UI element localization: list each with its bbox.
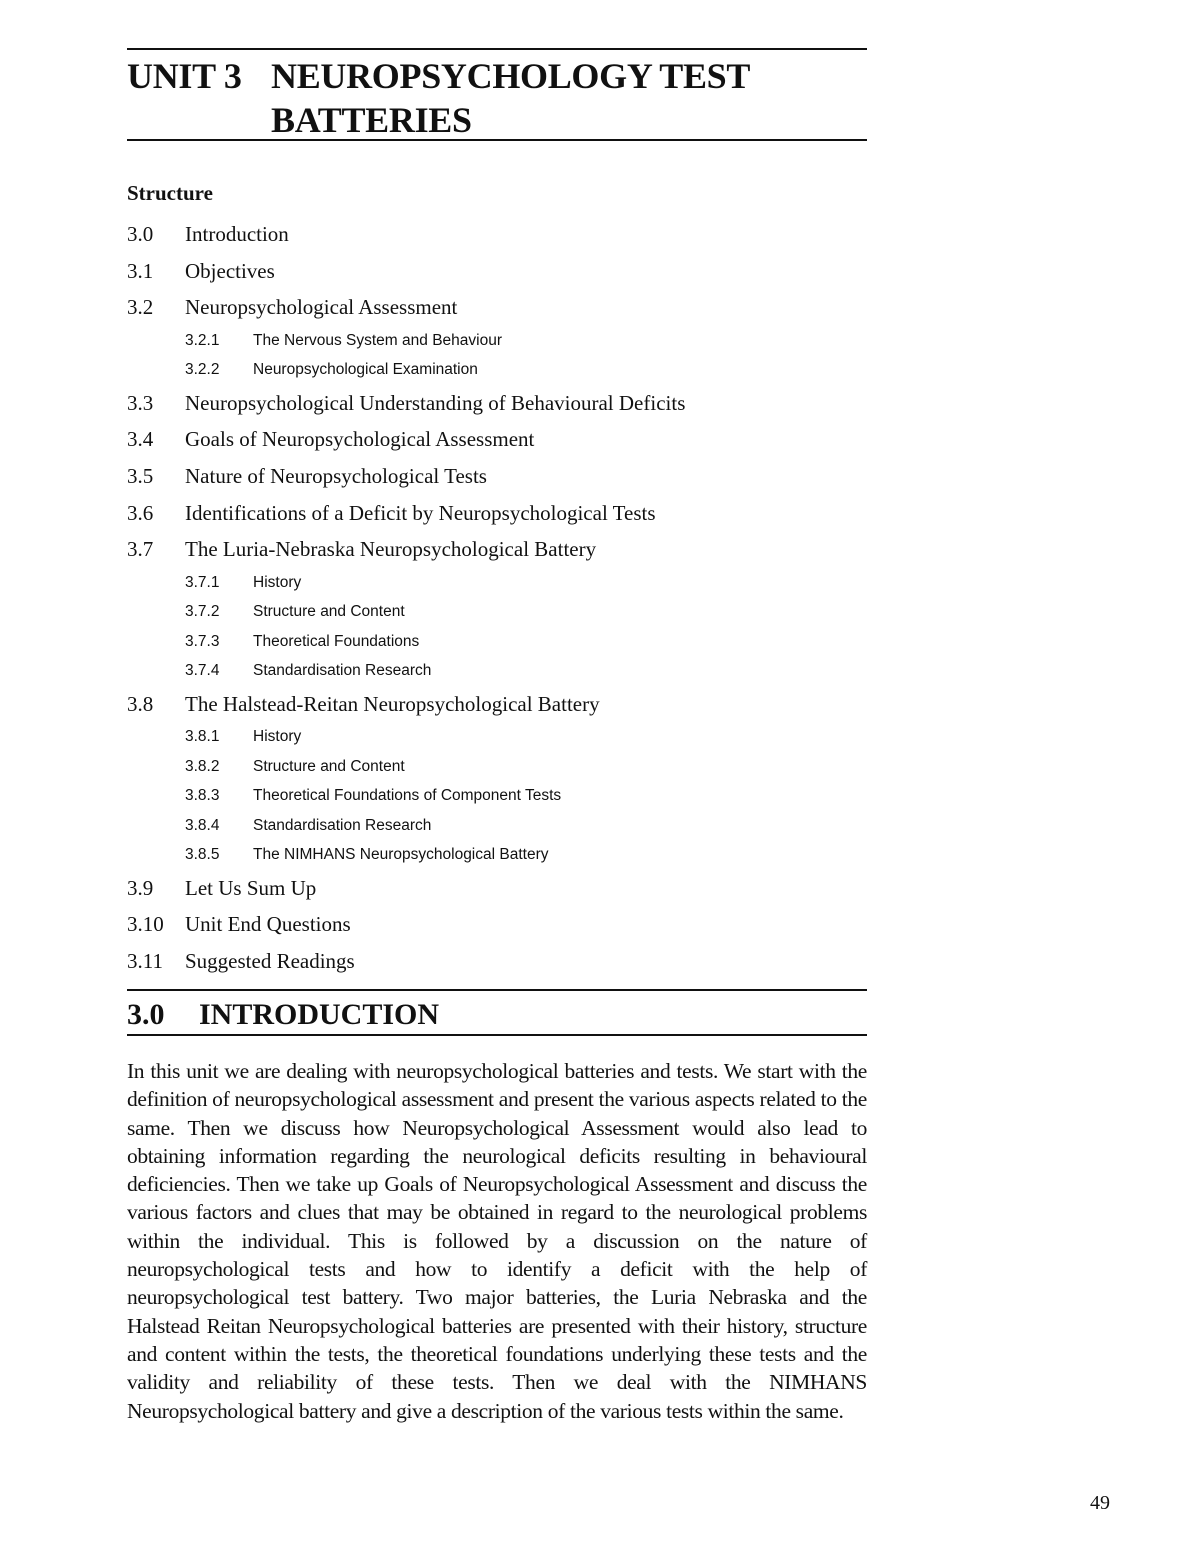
toc-item [127,424,867,461]
toc-subitem [127,600,867,630]
toc-subitem-label: The NIMHANS Neuropsychological Battery [253,846,549,864]
toc-item [127,461,867,498]
toc-item [127,292,867,329]
toc-subitem-label: Structure and Content [253,603,405,621]
toc-item-label: Neuropsychological Understanding of Behavioural Deficits [185,390,686,415]
toc-item [127,388,867,425]
toc-subitem [127,630,867,660]
toc-subitem-number: 3.8.3 [185,787,220,805]
toc-subitem-label: Standardisation Research [253,662,432,680]
toc-subitem [127,784,867,814]
toc-item [127,873,867,910]
toc-subitem-label: Neuropsychological Examination [253,361,478,379]
unit-number: UNIT 3 [127,56,242,96]
unit-title-line-2: BATTERIES [271,100,472,140]
toc-item-number: 3.9 [127,875,154,900]
toc-item-number: 3.3 [127,390,154,415]
page-number: 49 [1090,1492,1110,1514]
toc-subitem-label: Standardisation Research [253,816,432,834]
toc-subitem-label: History [253,728,302,746]
toc-item [127,534,867,571]
toc-item-number: 3.1 [127,258,154,283]
toc-item-number: 3.6 [127,500,154,525]
toc-subitem-number: 3.8.1 [185,728,220,746]
toc-item [127,689,867,726]
toc-item [127,909,867,946]
toc-item-label: Let Us Sum Up [185,875,317,900]
toc-subitem [127,659,867,689]
toc-subitem-label: Structure and Content [253,757,405,775]
toc-subitem-number: 3.7.3 [185,632,220,650]
unit-name [271,54,791,142]
section-number: 3.0 [127,998,165,1031]
toc-item [127,498,867,535]
toc-item-label: Identifications of a Deficit by Neuropsychological Tests [185,500,656,525]
toc-subitem [127,725,867,755]
toc-subitem-number: 3.7.4 [185,662,220,680]
table-of-contents [127,219,867,983]
toc-item-label: Suggested Readings [185,949,355,974]
toc-subitem [127,571,867,601]
toc-subitem-number: 3.8.4 [185,816,220,834]
toc-item-number: 3.0 [127,222,154,246]
toc-subitem [127,755,867,785]
toc-item-label: The Halstead-Reitan Neuropsychological Battery [185,691,600,716]
toc-subitem [127,843,867,873]
toc-item-label: Introduction [185,222,289,246]
introduction-paragraph: In this unit we are dealing with neuropsychological batteries and tests. We start with the definition of neuropsychological assessment and present the various aspects related to the same. Then we discuss how Neuropsychological Assessment would also lead to obtaining information regarding the neurological deficits resulting in behavioural deficiencies. Then we take up Goals of Neuropsychological Assessment and discuss the various factors and clues that may be obtained in regard to the neurological problems within the individual. This is followed by a discussion on the nature of neuropsychological tests and how to identify a deficit with the help of neuropsychological test battery. Two major batteries, the Luria Nebraska and the Halstead Reitan Neuropsychological batteries are presented with their history, structure and content within the tests, the theoretical foundations underlying these tests and the validity and reliability of these tests. Then we deal with the NIMHANS Neuropsychological battery and give a description of the various tests within the same. [127,1059,867,1423]
section-bottom-rule [127,1034,867,1036]
toc-subitem-label: Theoretical Foundations of Component Tests [253,787,562,805]
toc-item-number: 3.7 [127,537,154,562]
toc-item-number: 3.10 [127,912,164,937]
toc-item-number: 3.4 [127,427,154,452]
title-top-rule [127,48,867,50]
toc-item-label: Nature of Neuropsychological Tests [185,463,487,488]
unit-title-line-1: NEUROPSYCHOLOGY TEST [271,56,751,96]
toc-subitem-number: 3.7.2 [185,603,220,621]
toc-subitem-label: The Nervous System and Behaviour [253,331,502,349]
toc-item-label: Unit End Questions [185,912,351,937]
toc-subitem-number: 3.8.2 [185,757,220,775]
toc-subitem-number: 3.2.2 [185,361,220,379]
toc-subitem-number: 3.2.1 [185,331,220,349]
toc-item-label: Objectives [185,258,275,283]
section-top-rule [127,989,867,991]
section-heading [127,996,439,1034]
toc-subitem [127,358,867,388]
toc-item-number: 3.2 [127,295,154,320]
toc-item-label: Neuropsychological Assessment [185,295,458,320]
toc-item [127,256,867,293]
structure-heading: Structure [127,181,213,205]
toc-item-number: 3.11 [127,949,163,974]
toc-subitem-number: 3.7.1 [185,573,220,591]
toc-item [127,946,867,983]
toc-subitem [127,814,867,844]
toc-item-label: Goals of Neuropsychological Assessment [185,427,535,452]
toc-item-label: The Luria-Nebraska Neuropsychological Battery [185,537,597,562]
toc-subitem [127,329,867,359]
toc-subitem-label: Theoretical Foundations [253,632,420,650]
toc-subitem-label: History [253,573,302,591]
toc-item [127,219,867,256]
toc-item-number: 3.8 [127,691,154,716]
section-title: INTRODUCTION [199,998,440,1031]
unit-title [127,54,791,142]
toc-subitem-number: 3.8.5 [185,846,220,864]
title-bottom-rule [127,139,867,141]
toc-item-number: 3.5 [127,463,154,488]
